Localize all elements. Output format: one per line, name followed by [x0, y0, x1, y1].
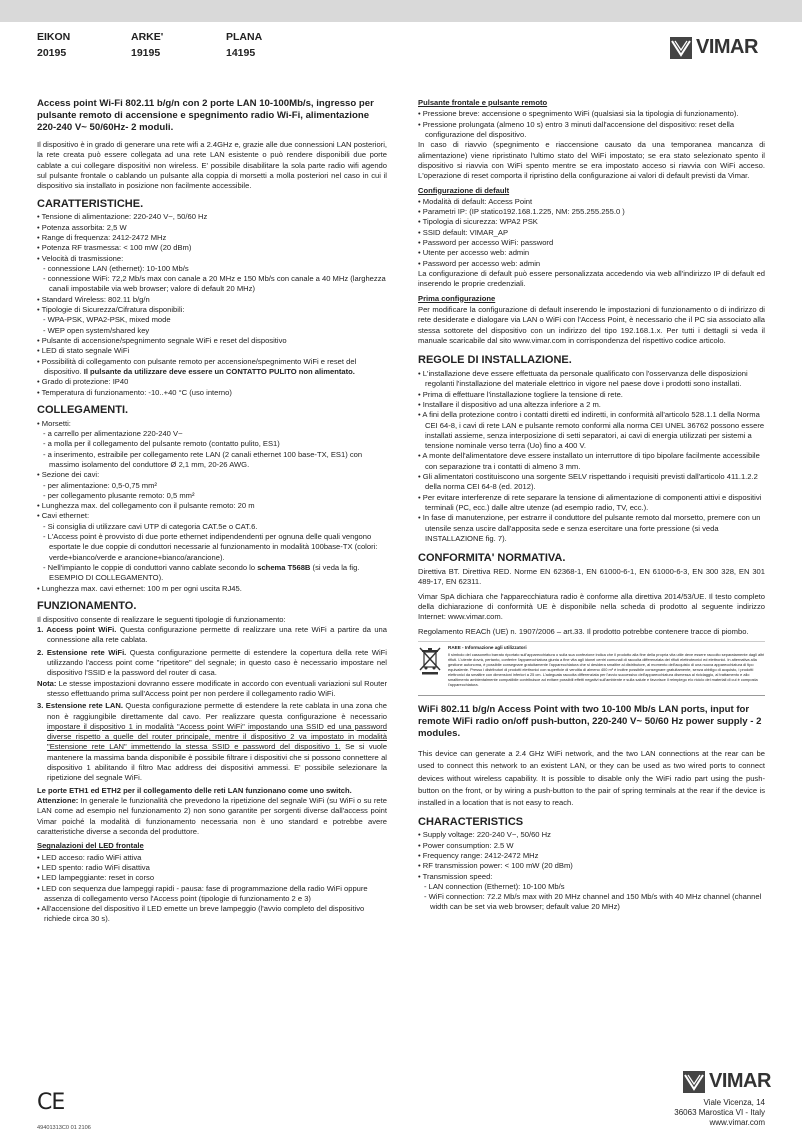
document-code: 49401313C0 01 2106 — [37, 1125, 91, 1131]
product-arke — [131, 30, 163, 62]
list-item: - WiFi connection: 72.2 Mb/s max with 20 MHz channel and 150 Mb/s with 40 MHz channel (channel width can be set via web browser; default value 20 MHz) — [424, 892, 762, 912]
address-line: 36063 Marostica VI - Italy — [674, 1108, 765, 1117]
conformita-paragraph: Direttiva BT. Direttiva RED. Norme EN 62368-1, EN 61000-6-1, EN 61000-6-3, EN 300 328, EN 301 489-17, EN 62311. — [418, 567, 765, 587]
led-list — [37, 853, 387, 925]
list-item: • Grado di protezione: IP40 — [37, 377, 387, 387]
section-pulsante: Pulsante frontale e pulsante remoto — [418, 98, 548, 107]
default-list — [418, 197, 765, 269]
list-item: • Temperatura di funzionamento: -10..+40 °C (uso interno) — [37, 388, 387, 398]
section-collegamenti: COLLEGAMENTI. — [37, 403, 129, 416]
list-item: • Parametri IP: (IP statico192.168.1.225, NM: 255.255.255.0 ) — [418, 207, 765, 217]
vimar-logo — [670, 34, 758, 61]
list-item: - per alimentazione: 0,5-0,75 mm² — [43, 480, 157, 490]
raee-notice — [418, 641, 765, 687]
vimar-mark-icon — [683, 1071, 705, 1093]
product-code: 14195 — [226, 46, 256, 59]
list-item: • Modalità di default: Access Point — [418, 197, 765, 207]
caratteristiche-tail — [37, 377, 387, 398]
regole-list — [418, 369, 765, 544]
list-item: • Potenza RF trasmessa: < 100 mW (20 dBm) — [37, 243, 387, 253]
pulsante-list — [418, 109, 765, 140]
raee-title: RAEE - Informazione agli utilizzatori — [448, 644, 527, 650]
list-item: - per collegamento plusante remoto: 0,5 mm² — [43, 490, 195, 500]
list-item: - WPA-PSK, WPA2-PSK, mixed mode — [43, 315, 171, 325]
list-item: • Installare il dispositivo ad una altezza inferiore a 2 m. — [418, 400, 765, 410]
list-item: • LED con sequenza due lampeggi rapidi - pausa: fase di programmazione della radio WiFi oppure assenza di collegamento verso l'Access point (tipologie di funzionamento 2 e 3) — [37, 884, 387, 905]
list-item: • LED lampeggiante: reset in corso — [37, 873, 387, 883]
crossed-bin-icon — [418, 645, 442, 675]
list-item: • Prima di effettuare l'installazione togliere la tensione di rete. — [418, 390, 765, 400]
list-item: • Tipologia di sicurezza: WPA2 PSK — [418, 217, 765, 227]
list-item: • LED acceso: radio WiFi attiva — [37, 853, 387, 863]
list-item: • Sezione dei cavi: — [37, 470, 387, 480]
list-item: • Per evitare interferenze di rete separare la tensione di alimentazione di componenti attivi e dispositivi terminali (PC, ecc.) dalle altre utenze (ad esempio radio, TV, ecc.). — [418, 493, 765, 514]
italian-column — [37, 98, 387, 925]
raee-text: Il simbolo del cassonetto barrato riportato sull'apparecchiatura o sulla sua confezione indica che il prodotto alla fine della propria vita utile deve essere raccolto separatamente dagli altri rifiuti. L'utente dovrà, pertanto, conferire l'apparecchiatura giunta a fine vita agli idonei centri comunali di raccolta differenziata dei rifiuti elettrotecnici ed elettronici. In alternativa alla gestione autonoma, è possibile consegnare gratuitamente l'apparecchiatura che si desidera smaltire al distributore, al momento dell'acquisto di una nuova apparecchiatura di tipo equivalente. Presso i distributori di prodotti elettronici con superficie di vendita di almeno 400 m² è inoltre possibile consegnare gratuitamente, senza obbligo di acquisto, i prodotti elettronici da smaltire con dimensioni inferiori a 25 cm. L'adeguata raccolta differenziata per l'avvio successivo dell'apparecchiatura dismessa al riciclaggio, al trattamento e allo smaltimento ambientalmente compatibile contribuisce ad evitare possibili effetti negativi sull'ambiente e sulla salute e favorisce il reimpiego e/o riciclo dei materiali di cui è composta l'apparecchiatura. — [448, 652, 765, 688]
list-item: • Supply voltage: 220-240 V~, 50/60 Hz — [418, 830, 765, 840]
list-item: • Gli alimentatori costituiscono una sorgente SELV rispettando i requisiti previsti dall'articolo 411.1.2.2 della norma CEI 64-8 (ed. 2012). — [418, 472, 765, 493]
list-item: - LAN connection (Ethernet): 10-100 Mb/s — [424, 881, 565, 891]
list-item: • Transmission speed: — [418, 872, 765, 882]
collegamenti-list — [37, 419, 387, 563]
first-config-paragraph: Per modificare la configurazione di default inserendo le impostazioni di funzionamento o di indirizzo di rete desiderate e dialogare via LAN o WiFi con l'Access Point, è necessario che il PC sia associato alla stessa sottorete del dispositivo con un indirizzo del tipo 192.168.1.x. Per tutti i dettagli si veda il manuale scaricabile dal sito www.vimar.com in corrispondenza del rispettivo codice articolo. — [418, 304, 765, 345]
conformita-list — [418, 567, 765, 637]
mode-wifi-extension: 2. Estensione rete WiFi. Questa configurazione permette di estendere la copertura della rete WiFi utilizzando l'access point come "ripetitore" del segnale; in questo caso è necessario impostare nel dispositivo l'SSID e la password del router di casa. Nota: Le stesse impostazioni dovranno essere modificate in accordo con eventuali variazioni sul Router stesso effettuando prima sull'Access point per non perdere il collegamento radio WiFi. — [37, 647, 387, 698]
list-item: • All'accensione del dispositivo il LED emette un breve lampeggio (l'avvio completo del dispositivo richiede circa 30 s). — [37, 904, 387, 925]
attention-note: Attenzione: In generale le funzionalità che prevedono la ripetizione del segnale WiFi (su WiFi o su rete LAN come ad esempio nel funzionamento 2) non sono garantite per sorgenti diverse dall'access point Vimar poiché la modalità di funzionamento necessaria non è uno standard e potrebbe avere caratteristiche diverse a seconda del produttore. — [37, 796, 387, 836]
intro-paragraph: Il dispositivo è in grado di generare una rete wifi a 2.4GHz e, grazie alle due connessioni LAN posteriori, la rete creata può essere collegata ad una rete LAN esistente o può rendere disponibili due porte cablate a cui collegare dispositivi non wireless. E' possibile disabilitare la sola parte radio wifi agendo sul pulsante frontale o cablando un pulsante alla coppia di morsetti a molla posteriori nel caso in cui il dispositivo sia installato in posizione non facilmente accessibile. — [37, 139, 387, 191]
conformita-paragraph: Vimar SpA dichiara che l'apparecchiatura radio è conforme alla direttiva 2014/53/UE. Il testo completo della dichiarazione di conformità UE è disponibile nella scheda di prodotto al seguente indirizzo Internet: www.vimar.com. — [418, 591, 765, 622]
section-characteristics: CHARACTERISTICS — [418, 815, 524, 828]
list-item: - Nell'impianto le coppie di conduttori vanno cablate secondo lo schema T568B (si veda la fig. ESEMPIO DI COLLEGAMENTO). — [43, 563, 360, 583]
list-item: - connessione WiFi: 72,2 Mb/s max con canale a 20 MHz e 150 Mb/s con canale a 40 MHz (larghezza canali impostabile via web browser; valore di default 20 MHz) — [43, 274, 386, 294]
characteristics-list — [418, 830, 765, 913]
product-series: EIKON — [37, 31, 71, 43]
list-item: • LED di stato segnale WiFi — [37, 346, 387, 356]
product-plana — [226, 30, 262, 62]
list-item: • Utente per accesso web: admin — [418, 248, 765, 258]
conformita-paragraph: Regolamento REACh (UE) n. 1907/2006 – art.33. Il prodotto potrebbe contenere tracce di piombo. — [418, 626, 749, 636]
list-item: - Si consiglia di utilizzare cavi UTP di categoria CAT.5e o CAT.6. — [43, 521, 258, 531]
english-title: WiFi 802.11 b/g/n Access Point with two 10-100 Mb/s LAN ports, input for remote WiFi radio on/off push-button, 220-240 V~ 50/60 Hz power supply - 2 modules. — [418, 704, 762, 740]
list-item: • Frequency range: 2412-2472 MHz — [418, 851, 765, 861]
list-item: - WEP open system/shared key — [43, 325, 150, 335]
list-item: - a carrello per alimentazione 220-240 V~ — [43, 428, 183, 438]
default-note: La configurazione di default può essere personalizzata accedendo via web all'indirizzo IP di default ed inserendo le proprie credenziali. — [418, 269, 765, 289]
list-item: - a inserimento, estraibile per collegamento rete LAN (2 canali ethernet 100 base-TX, ES1) con massimo isolamento del conduttore Ø 2,1 mm, 20-26 AWG. — [43, 449, 363, 469]
product-code: 20195 — [37, 46, 67, 59]
product-code: 19195 — [131, 46, 161, 59]
list-item: • Lunghezza max. del collegamento con il pulsante remoto: 20 m — [37, 501, 387, 511]
funz-intro: Il dispositivo consente di realizzare le seguenti tipologie di funzionamento: — [37, 614, 286, 624]
list-item: • Password per accesso WiFi: password — [418, 238, 765, 248]
list-item: • Password per accesso web: admin — [418, 259, 765, 269]
list-item: • Cavi ethernet: — [37, 511, 387, 521]
ce-mark: CE — [37, 1090, 65, 1115]
address-line: www.vimar.com — [709, 1118, 765, 1127]
list-item: • L'installazione deve essere effettuata da personale qualificato con l'osservanza delle disposizioni regolanti l'installazione del materiale elettrico in vigore nel paese dove i prodotti sono installati. — [418, 369, 765, 390]
list-item: • RF transmission power: < 100 mW (20 dBm) — [418, 861, 765, 871]
section-prima: Prima configurazione — [418, 293, 496, 303]
list-item: • Standard Wireless: 802.11 b/g/n — [37, 295, 387, 305]
section-conformita: CONFORMITA' NORMATIVA. — [418, 552, 566, 565]
list-item: • Tensione di alimentazione: 220-240 V~, 50/60 Hz — [37, 212, 387, 222]
product-eikon — [37, 30, 70, 62]
list-item: • Tipologie di Sicurezza/Cifratura disponibili: — [37, 305, 387, 315]
product-title: Access point Wi-Fi 802.11 b/g/n con 2 porte LAN 10-100Mb/s, ingresso per pulsante remoto di accensione e spegnimento radio Wi-Fi, alimentazione 220-240 V~ 50/60Hz- 2 moduli. — [37, 98, 374, 133]
english-intro: This device can generate a 2.4 GHz WiFi network, and the two LAN connections at the rear can be used to connect this network to an existent LAN, or they can be used as two wired ports to connect devices without wireless capability. It is possible to disable only the WiFi radio part using the push-button on the front, or by wiring a push-button to the pair of spring terminals at the rear if the device is installed in a location that is not easy to reach. — [418, 749, 765, 808]
list-item: - connessione LAN (ethernet): 10-100 Mb/s — [43, 263, 189, 273]
list-item: • In fase di manutenzione, per estrarre il conduttore del pulsante remoto dal morsetto, premere con un utensile senza uscire dall'apposita sede e senza esercitare una forte pressione (si veda INSTALLAZIONE fig. 7). — [418, 513, 765, 544]
restart-paragraph: In caso di riavvio (spegnimento e riaccensione causato da una temporanea mancanza di alimentazione) viene ripristinato l'ultimo stato del WiFi impostato; se era stato selezionato spento il dispositivo si riavvia con WiFi spento mentre se era impostato acceso si riavvia con WiFi acceso. L'operazione di reset comporta il ripristino della configurazione ai valori di default previsti da Vimar. — [418, 140, 765, 181]
address-line: Viale Vicenza, 14 — [703, 1098, 765, 1107]
list-item: • SSID default: VIMAR_AP — [418, 228, 765, 238]
list-item: • Lunghezza max. cavi ethernet: 100 m per ogni uscita RJ45. — [37, 584, 387, 594]
caratteristiche-list — [37, 212, 387, 356]
list-item: • Pulsante di accensione/spegnimento segnale WiFi e reset del dispositivo — [37, 336, 387, 346]
mode-lan-extension: 3. Estensione rete LAN. Questa configurazione permette di estendere la rete cablata in una zona che non è raggiungibile direttamente dal cavo. Per realizzare questa configurazione è necessario impostare il dispositivo 1 in modalità "Access point WiFi" impostando una SSID ed una password diverse rispetto a quelle del router principale, mentre il dispositivo 2 va impostato in modalità "Estensione rete LAN" immettendo la stessa SSID e password del dispositivo 1. Se si vuole mantenere la massima banda disponibile è possibile filtrare i dispositivi che si possono connettere al dispositivo 1 abilitando il filtro Mac address dei dispositivi ammessi. E' possibile selezionare la ripetizione del segnale WiFi. — [37, 701, 387, 783]
list-item: • Pressione prolungata (almeno 10 s) entro 3 minuti dall'accensione del dispositivo: reset della configurazione del dispositivo. — [418, 120, 765, 141]
list-item: • A monte dell'alimentatore deve essere installato un interruttore di tipo bipolare facilmente accessibile con separazione tra i contatti di almeno 3 mm. — [418, 451, 765, 472]
list-item: • Possibilità di collegamento con pulsante remoto per accensione/spegnimento WiFi e reset del dispositivo. Il pulsante da utilizzare deve essere un CONTATTO PULITO non alimentato. — [37, 357, 387, 378]
english-section — [418, 695, 765, 913]
list-item: • Velocità di trasmissione: — [37, 254, 387, 264]
mode-access-point: 1. Access point WiFi. Questa configurazione permette di realizzare una rete WiFi a partire da una connessione alla rete cablata. — [37, 625, 387, 645]
section-caratteristiche: CARATTERISTICHE. — [37, 197, 144, 210]
list-item: • A fini della protezione contro i contatti diretti ed indiretti, in conformità all'articolo 528.1.1 della Norma CEI 64-8, i cavi di rete LAN e pulsante remoto conformi alla norma CEI UNEL 36762 possono essere installati assieme, senza interposizione di setti separatori, ai cavi di energia utilizzati per sistemi a tensione nominale verso terra (Uo) fino a 400 V. — [418, 410, 765, 451]
list-item: • Potenza assorbita: 2,5 W — [37, 223, 387, 233]
section-default: Configurazione di default — [418, 185, 510, 195]
list-item: • Pressione breve: accensione o spegnimento WiFi (qualsiasi sia la tipologia di funzionamento). — [418, 109, 765, 119]
product-series: ARKE' — [131, 31, 164, 43]
list-item: • Range di frequenza: 2412-2472 MHz — [37, 233, 387, 243]
product-series: PLANA — [226, 31, 263, 43]
italian-column-continued — [418, 98, 765, 913]
list-item: • Power consumption: 2.5 W — [418, 841, 765, 851]
section-regole: REGOLE DI INSTALLAZIONE. — [418, 354, 572, 367]
list-item: • Morsetti: — [37, 419, 387, 429]
brand-name: VIMAR — [709, 1070, 771, 1092]
company-address — [600, 1098, 765, 1128]
section-funzionamento: FUNZIONAMENTO. — [37, 599, 137, 612]
vimar-mark-icon — [670, 37, 692, 59]
vimar-footer-logo — [683, 1068, 771, 1095]
section-led: Segnalazioni del LED frontale — [37, 841, 144, 851]
ports-note: Le porte ETH1 ed ETH2 per il collegamento delle reti LAN funzionano come uno switch. — [37, 785, 352, 795]
list-item: • LED spento: radio WiFi disattiva — [37, 863, 387, 873]
top-bar — [0, 0, 802, 22]
list-item: - L'Access point è provvisto di due porte ethernet indipendendenti per ognuna delle quali vengono esportate le due coppie di conduttori necessarie al funzionamento in modalità 100base-TX (colori: verde+bianco/verde e arancione+bianco/arancione). — [43, 532, 378, 562]
brand-name: VIMAR — [696, 36, 758, 58]
list-item: - a molla per il collegamento del pulsante remoto (contatto pulito, ES1) — [43, 439, 280, 449]
